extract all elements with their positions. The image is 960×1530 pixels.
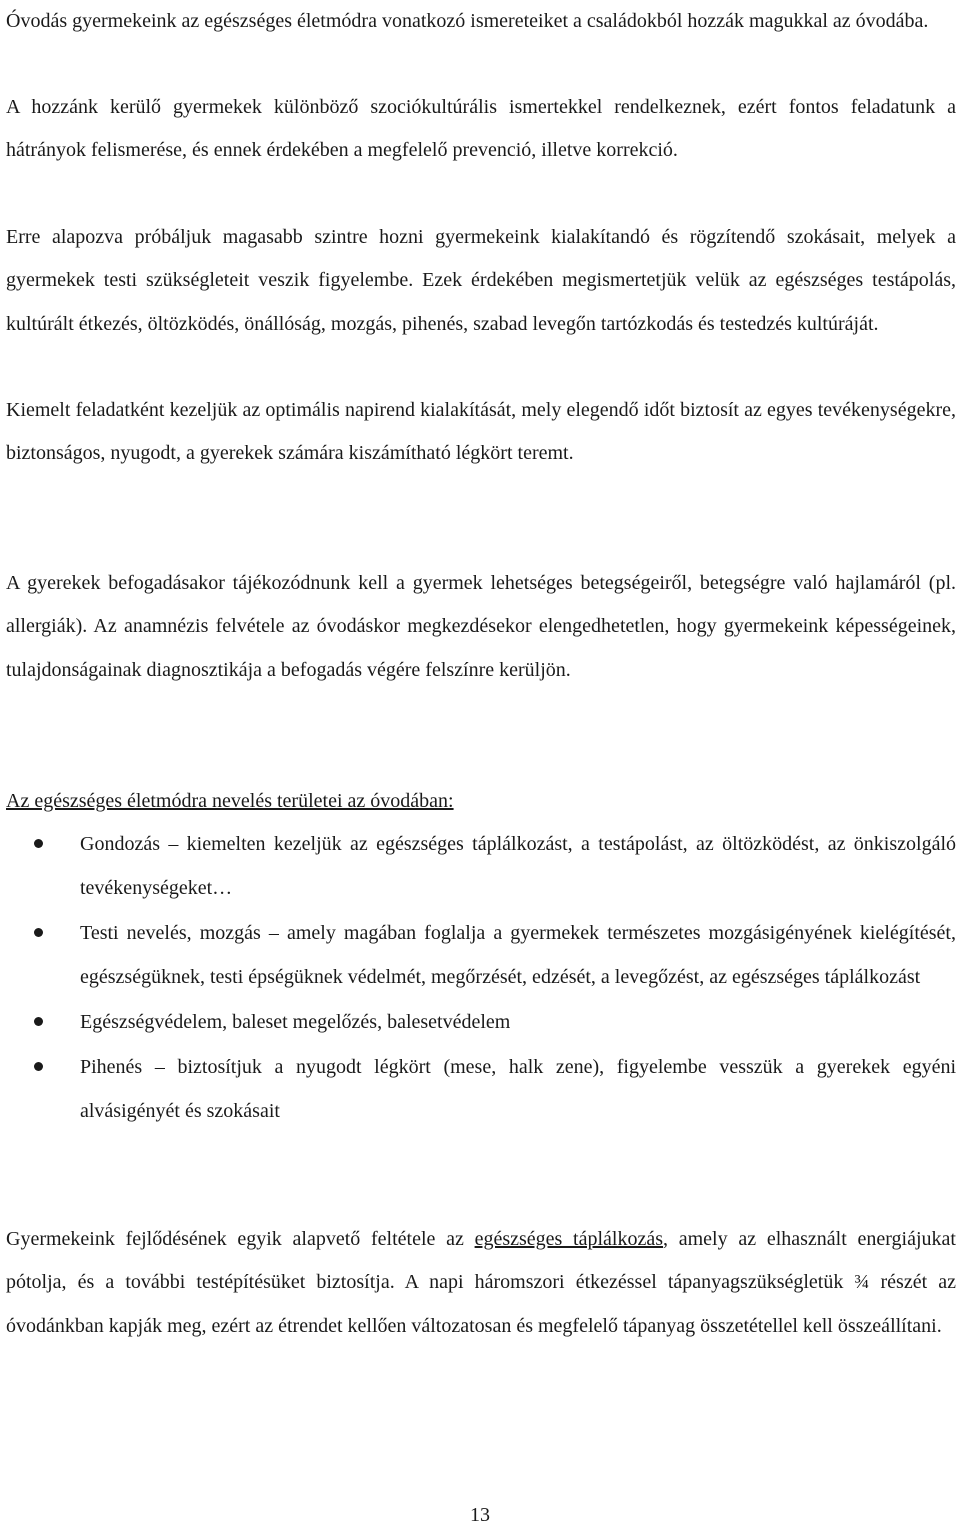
paragraph-habits bbox=[6, 216, 956, 346]
paragraph-admission bbox=[6, 562, 956, 692]
bullet-icon bbox=[34, 839, 43, 848]
list-item bbox=[6, 822, 956, 910]
list-item bbox=[6, 911, 956, 999]
underlined-term: egészséges táplálkozás bbox=[474, 1228, 664, 1250]
paragraph-nutrition bbox=[6, 1218, 956, 1348]
paragraph-intro bbox=[6, 0, 956, 43]
list-item-text: Pihenés – biztosítjuk a nyugodt légkört (mese, halk zene), figyelembe vesszük a gyerekek egyéni alvásigényét és szokásait bbox=[80, 1056, 956, 1122]
paragraph-text: Óvodás gyermekeink az egészséges életmódra vonatkozó ismereteiket a családokból hozzák magukkal az óvodába. bbox=[6, 10, 929, 32]
paragraph-text-before: Gyermekeink fejlődésének egyik alapvető feltétele az bbox=[6, 1228, 475, 1250]
list-item-text: Testi nevelés, mozgás – amely magában foglalja a gyermekek természetes mozgásigényének kielégítését, egészségüknek, testi épségüknek védelmét, megőrzését, edzését, a levegőzést, az egészséges táplálkozást bbox=[80, 922, 956, 988]
paragraph-text-after: , amely az elhasznált energiájukat pótolja, és a további testépítésüket biztosítja. A napi háromszori étkezéssel tápanyagszükségletük ¾ részét az óvodánkban kapják meg, ezért az étrendet kellően változatosan és megfelelő tápanyag összetétellel kell összeállítani. bbox=[6, 1228, 956, 1337]
list-item bbox=[6, 1045, 956, 1133]
bullet-icon bbox=[34, 1017, 43, 1026]
list-item-text: Egészségvédelem, baleset megelőzés, balesetvédelem bbox=[80, 1011, 511, 1033]
section-heading: Az egészséges életmódra nevelés területei az óvodában: bbox=[6, 790, 454, 812]
bullet-icon bbox=[34, 1062, 43, 1071]
list-item bbox=[6, 1000, 956, 1044]
bullet-list bbox=[6, 822, 956, 1134]
bullet-icon bbox=[34, 928, 43, 937]
paragraph-text: Kiemelt feladatként kezeljük az optimális napirend kialakítását, mely elegendő időt biztosít az egyes tevékenységekre, biztonságos, nyugodt, a gyerekek számára kiszámítható légkört teremt. bbox=[6, 399, 956, 465]
paragraph-sociocultural bbox=[6, 86, 956, 173]
paragraph-text: Erre alapozva próbáljuk magasabb szintre hozni gyermekeink kialakítandó és rögzítendő szokásait, melyek a gyermekek testi szükségleteit veszik figyelembe. Ezek érdekében megismertetjük velük az egészséges testápolás, kultúrált étkezés, öltözködés, önállóság, mozgás, pihenés, szabad levegőn tartózkodás és testedzés kultúráját. bbox=[6, 226, 956, 335]
paragraph-daily-routine bbox=[6, 389, 956, 476]
page-number: 13 bbox=[470, 1504, 490, 1526]
list-item-text: Gondozás – kiemelten kezeljük az egészséges táplálkozást, a testápolást, az öltözködést, az önkiszolgáló tevékenységeket… bbox=[80, 833, 956, 899]
paragraph-text: A hozzánk kerülő gyermekek különböző szociókultúrális ismertekkel rendelkeznek, ezért fontos feladatunk a hátrányok felismerése, és ennek érdekében a megfelelő prevenció, illetve korrekció. bbox=[6, 96, 956, 162]
paragraph-text: A gyerekek befogadásakor tájékozódnunk kell a gyermek lehetséges betegségeiről, betegségre való hajlamáról (pl. allergiák). Az anamnézis felvétele az óvodáskor megkezdésekor elengedhetetlen, hogy gyermekeink képességeinek, tulajdonságainak diagnosztikája a befogadás végére felszínre kerüljön. bbox=[6, 572, 956, 681]
